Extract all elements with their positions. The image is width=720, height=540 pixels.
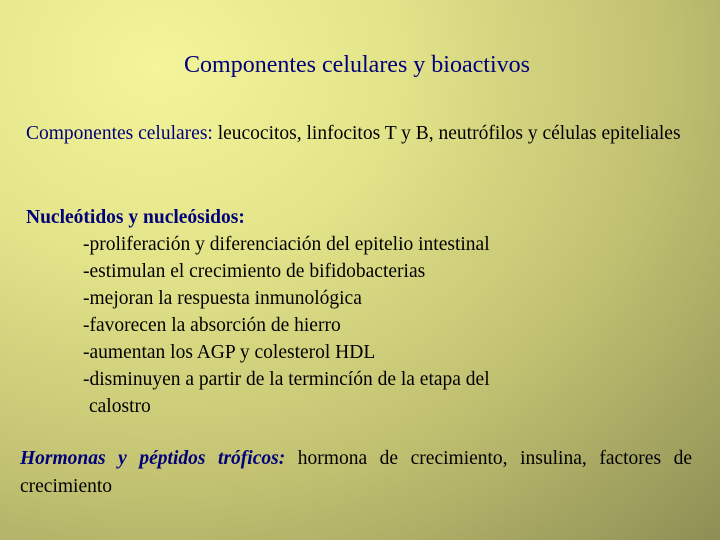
list-item: -favorecen la absorción de hierro xyxy=(83,315,341,336)
nucleotides-heading: Nucleótidos y nucleósidos: xyxy=(26,207,245,228)
list-item: -estimulan el crecimiento de bifidobacterias xyxy=(83,261,426,282)
list-item-continuation: calostro xyxy=(89,396,151,417)
hormones-text: hormona de crecimiento, insulina, factores de crecimiento xyxy=(20,448,693,497)
list-item: -disminuyen a partir de la termincíón de la etapa del xyxy=(83,369,490,390)
nucleotides-section xyxy=(26,204,706,420)
hormones-paragraph xyxy=(20,445,692,501)
nucleotides-list xyxy=(26,231,706,420)
slide-title: Componentes celulares y bioactivos xyxy=(184,52,530,78)
list-item: -proliferación y diferenciación del epitelio intestinal xyxy=(83,234,490,255)
cellular-components-heading: Componentes celulares: xyxy=(26,123,213,144)
list-item: -aumentan los AGP y colesterol HDL xyxy=(83,342,376,363)
cellular-components-paragraph xyxy=(26,120,706,147)
list-item: -mejoran la respuesta inmunológica xyxy=(83,288,362,309)
cellular-components-text: leucocitos, linfocitos T y B, neutrófilos y células epiteliales xyxy=(212,123,681,144)
hormones-heading: Hormonas y péptidos tróficos: xyxy=(20,448,286,469)
